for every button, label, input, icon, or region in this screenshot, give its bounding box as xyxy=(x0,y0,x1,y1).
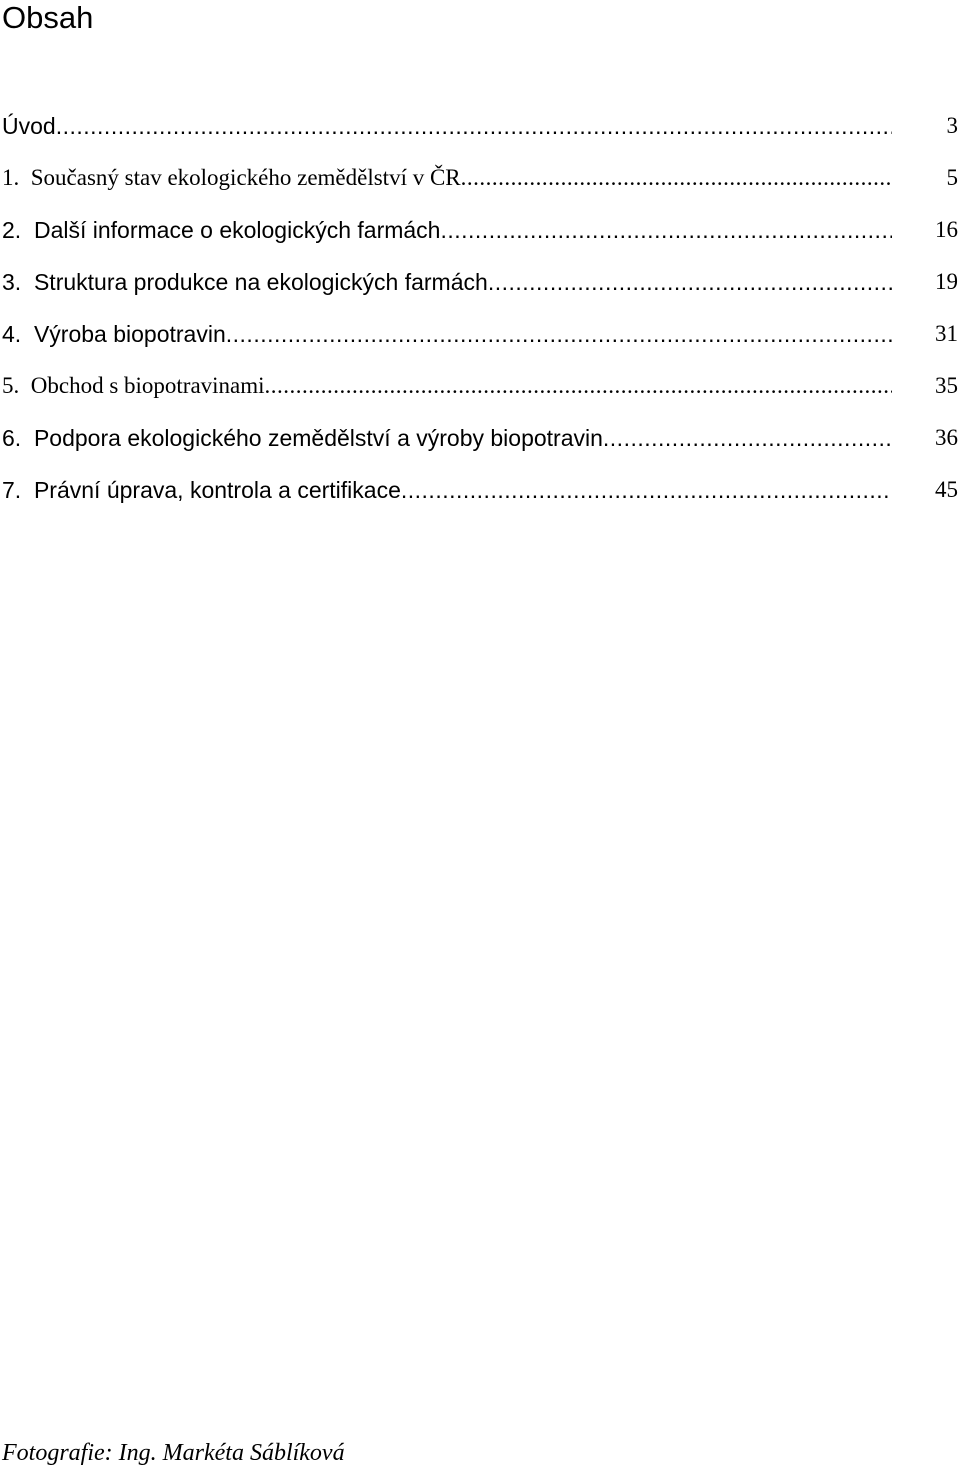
toc-entry-number: 7. xyxy=(2,477,22,503)
toc-leader-dots xyxy=(440,217,892,243)
toc-leader-dots xyxy=(603,425,892,451)
toc-entry-label xyxy=(2,366,892,406)
toc-entry-page-number: 36 xyxy=(935,425,958,450)
toc-entry-title: Právní úprava, kontrola a certifikace xyxy=(33,477,401,503)
toc-entry-label xyxy=(2,314,892,354)
toc-entry-1[interactable] xyxy=(0,158,960,210)
toc-entry-intro[interactable] xyxy=(0,106,960,158)
toc-entry-number: 2. xyxy=(2,217,22,243)
toc-leader-dots xyxy=(265,373,892,398)
toc-entry-title: Úvod xyxy=(2,113,56,139)
toc-entry-page-number: 3 xyxy=(946,113,958,138)
toc-entry-page-number: 31 xyxy=(935,321,958,346)
toc-entry-page-number: 5 xyxy=(946,165,958,190)
toc-entry-4[interactable] xyxy=(0,314,960,366)
toc-entry-3[interactable] xyxy=(0,262,960,314)
toc-entry-number: 1. xyxy=(2,165,20,190)
toc-entry-6[interactable] xyxy=(0,418,960,470)
toc-entry-label xyxy=(2,106,892,146)
toc-entry-2[interactable] xyxy=(0,210,960,262)
toc-leader-dots xyxy=(56,113,892,139)
photo-credit: Fotografie: Ing. Markéta Sáblíková xyxy=(2,1440,345,1466)
toc-entry-title: Další informace o ekologických farmách xyxy=(33,217,441,243)
toc-entry-title: Výroba biopotravin xyxy=(33,321,226,347)
toc-entry-number: 3. xyxy=(2,269,22,295)
toc-leader-dots xyxy=(488,269,892,295)
toc-entry-page-number: 19 xyxy=(935,269,958,294)
toc-entry-label xyxy=(2,418,892,458)
toc-entry-7[interactable] xyxy=(0,470,960,522)
toc-entry-label xyxy=(2,470,892,510)
toc-entry-number: 5. xyxy=(2,373,20,398)
toc-entry-title: Podpora ekologického zemědělství a výroby biopotravin xyxy=(33,425,603,451)
toc-entry-page-number: 16 xyxy=(935,217,958,242)
toc-entry-label xyxy=(2,210,892,250)
toc-entry-number: 4. xyxy=(2,321,22,347)
toc-leader-dots xyxy=(461,165,892,190)
toc-entry-page-number: 35 xyxy=(935,373,958,398)
toc-leader-dots xyxy=(401,477,892,503)
toc-entry-number: 6. xyxy=(2,425,22,451)
toc-leader-dots xyxy=(226,321,892,347)
toc-entry-title: Obchod s biopotravinami xyxy=(30,373,265,398)
toc-entry-label xyxy=(2,262,892,302)
toc-entry-title: Struktura produkce na ekologických farmách xyxy=(33,269,488,295)
toc-entry-page-number: 45 xyxy=(935,477,958,502)
toc-entry-title: Současný stav ekologického zemědělství v ČR xyxy=(30,165,461,190)
toc-entry-5[interactable] xyxy=(0,366,960,418)
toc-entry-label xyxy=(2,158,892,198)
page-title: Obsah xyxy=(2,0,94,35)
table-of-contents xyxy=(0,106,960,522)
